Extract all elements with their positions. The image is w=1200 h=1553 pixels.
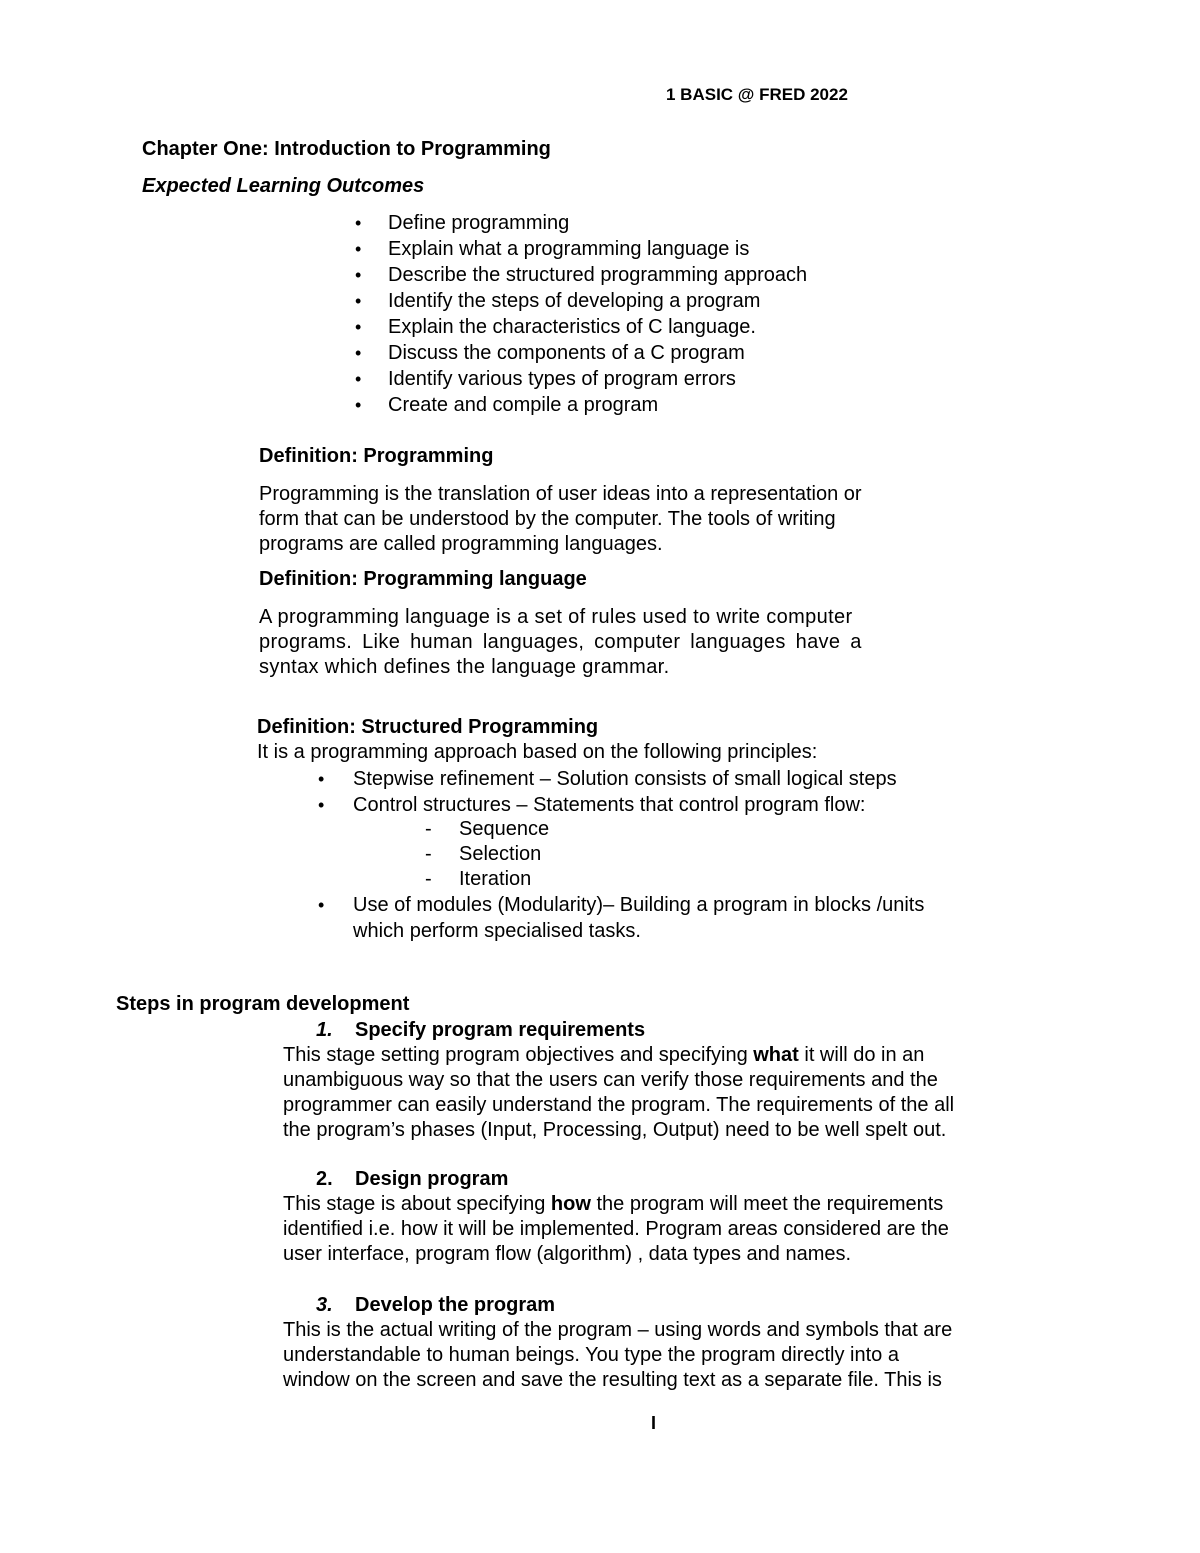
modularity-list (318, 892, 925, 944)
outcomes-list (355, 210, 808, 418)
list-item: • Explain what a programming language is (355, 238, 750, 260)
list-item: - Sequence (425, 818, 550, 840)
bullet-icon: • (355, 213, 362, 233)
step2-number: 2. (316, 1168, 333, 1190)
list-item: • Create and compile a program (355, 394, 659, 416)
list-item: • Discuss the components of a C program (355, 342, 745, 364)
def-programming-title: Definition: Programming (259, 445, 494, 467)
step1-number: 1. (316, 1019, 333, 1041)
list-item: which perform specialised tasks. (353, 920, 641, 942)
list-item: - Selection (425, 843, 542, 865)
bullet-icon: • (355, 369, 362, 389)
list-item: • Control structures – Statements that control program flow: (318, 794, 866, 816)
structured-principles-list (318, 766, 897, 818)
bullet-icon: • (318, 795, 325, 815)
bullet-icon: • (355, 317, 362, 337)
def-language-title: Definition: Programming language (259, 568, 587, 590)
list-item: • Use of modules (Modularity)– Building a program in blocks /units (318, 894, 925, 916)
bullet-icon: • (355, 239, 362, 259)
step3-text: This is the actual writing of the program – using words and symbols that are understandable to human beings. You type the program directly into a window on the screen and save the resulting text as a separate file. This is (283, 1319, 953, 1391)
dash-icon: - (425, 843, 432, 865)
def-programming-text: Programming is the translation of user ideas into a representation or form that can be understood by the computer. The tools of writing programs are called programming languages. (259, 483, 862, 555)
step3-title: Develop the program (355, 1294, 556, 1316)
step2-title: Design program (355, 1168, 509, 1190)
step1-text: This stage setting program objectives and specifying what it will do in an unambiguous way so that the users can verify those requirements and the programmer can easily understand the program. The requirements of the all the program’s phases (Input, Processing, Output) need to be well spelt out. (283, 1044, 955, 1141)
bullet-icon: • (355, 265, 362, 285)
bullet-icon: • (318, 769, 325, 789)
list-item: - Iteration (425, 868, 532, 890)
list-item: • Define programming (355, 212, 570, 234)
page-number: I (651, 1413, 657, 1433)
step2-text: This stage is about specifying how the program will meet the requirements identified i.e. how it will be implemented. Program areas considered are the user interface, program flow (algorithm) , data types and names. (283, 1193, 949, 1265)
list-item: • Stepwise refinement – Solution consists of small logical steps (318, 768, 897, 790)
def-structured-intro: It is a programming approach based on the following principles: (257, 741, 818, 763)
dash-icon: - (425, 818, 432, 840)
def-language-text: A programming language is a set of rules used to write computer programs. Like human languages, computer languages have a syntax which defines the language grammar. (259, 606, 862, 678)
chapter-title: Chapter One: Introduction to Programming (142, 138, 551, 160)
steps-title: Steps in program development (116, 993, 410, 1015)
list-item: • Describe the structured programming approach (355, 264, 808, 286)
bullet-icon: • (355, 343, 362, 363)
step1-title: Specify program requirements (355, 1019, 646, 1041)
control-structures-list (425, 816, 549, 891)
list-item: • Identify the steps of developing a program (355, 290, 761, 312)
bullet-icon: • (355, 395, 362, 415)
dash-icon: - (425, 868, 432, 890)
def-structured-title: Definition: Structured Programming (257, 716, 599, 738)
list-item: • Identify various types of program errors (355, 368, 736, 390)
page-header: 1 BASIC @ FRED 2022 (666, 85, 848, 104)
step3-number: 3. (316, 1294, 333, 1316)
bullet-icon: • (318, 895, 325, 915)
list-item: • Explain the characteristics of C language. (355, 316, 756, 338)
outcomes-title: Expected Learning Outcomes (142, 175, 425, 197)
bullet-icon: • (355, 291, 362, 311)
